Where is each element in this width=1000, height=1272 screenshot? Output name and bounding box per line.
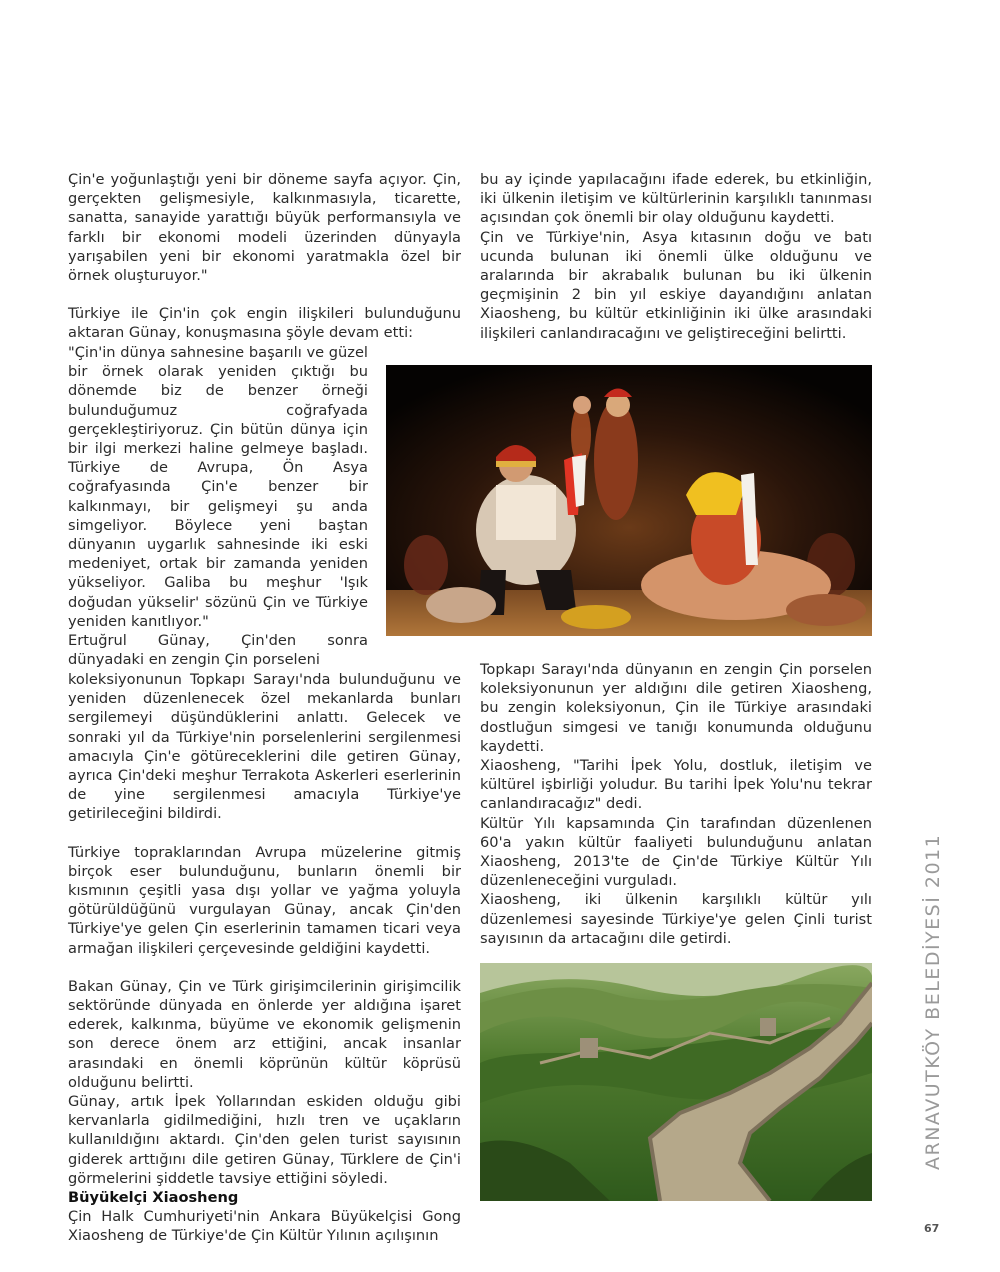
- paragraph: Ertuğrul Günay, Çin'den sonra dünyadaki en zengin Çin porseleni: [68, 632, 368, 669]
- paragraph: "Çin'in dünya sahnesine başarılı ve güzel bir örnek olarak yeniden çıktığı bu dönemde biz de benzer örneği bulunduğumuz coğrafyada gerçekleştiriyoruz. Çin bütün dünya için bir ilgi merkezi haline gelmeye başladı. Türkiye de Avrupa, Ön Asya coğrafyasında Çin'e benzer bir kalkınmayı, bir gelişmeyi şu anda simgeliyor. Böylece yeni baştan dünyanın uygarlık sahnesinde iki eski medeniyet, ortak bir zamanda yeniden yükseliyor. Galiba bu meşhur 'Işık doğudan yükselir' sözünü Çin ve Türkiye yeniden kanıtlıyor.": [68, 344, 368, 630]
- right-column-top: [480, 170, 872, 343]
- left-column-bottom: [68, 670, 461, 1246]
- paragraph: Kültür Yılı kapsamında Çin tarafından düzenlenen 60'a yakın kültür faaliyeti bulunduğunu anlatan Xiaosheng, 2013'te de Çin'de Türkiye Kültür Yılı düzenleneceğini vurguladı.: [480, 814, 872, 890]
- paragraph: Çin'e yoğunlaştığı yeni bir döneme sayfa açıyor. Çin, gerçekten gelişmesiyle, kalkınmasıyla, ticarette, sanatta, sanayide yarattığı büyük performansıyla ve farklı bir ekonomi modeli üzerinden dünyayla yarışabilen yeni bir ekonomi yaratmakla özel bir örnek oluşturuyor.": [68, 171, 461, 285]
- left-column-narrow: [68, 631, 368, 669]
- paragraph: Çin ve Türkiye'nin, Asya kıtasının doğu ve batı ucunda bulunan iki önemli ülke olduğunu ve aralarında bir akrabalık bulunan bu iki ülkenin geçmişinin 2 bin yıl eskiye dayandığını anlatan Xiaosheng, bu kültür etkinliğinin iki ülke arasındaki ilişkileri canlandıracağını ve geliştireceğini belirtti.: [480, 228, 872, 342]
- paragraph: bu ay içinde yapılacağını ifade ederek, bu etkinliğin, iki ülkenin iletişim ve kültürlerinin karşılıklı tanınması açısından çok önemli bir olay olduğunu kaydetti.: [480, 171, 872, 227]
- paragraph: Xiaosheng, "Tarihi İpek Yolu, dostluk, iletişim ve kültürel işbirliği yoludur. Bu tarihi İpek Yolu'nu tekrar canlandıracağız" dedi.: [480, 757, 872, 813]
- right-column-middle: [480, 660, 872, 948]
- paragraph: Türkiye topraklarından Avrupa müzelerine gitmiş birçok eser bulunduğunu, bunların önemli bir kısmının çeşitli yasa dışı yollar ve yağma yoluyla götürüldüğünü vurgulayan Günay, ancak Çin'den Türkiye'ye gelen Çin eserlerinin tamamen ticari veya armağan ilişkileri çerçevesinde geldiğini kaydetti.: [68, 843, 461, 957]
- paragraph: Xiaosheng, iki ülkenin karşılıklı kültür yılı düzenlemesi sayesinde Türkiye'ye gelen Çinli turist sayısının da artacağını dile getirdi.: [480, 891, 872, 947]
- paragraph: Çin Halk Cumhuriyeti'nin Ankara Büyükelçisi Gong Xiaosheng de Türkiye'de Çin Kültür Yılının açılışının: [68, 1208, 461, 1245]
- left-column-top: [68, 170, 461, 343]
- paragraph: Topkapı Sarayı'nda dünyanın en zengin Çin porselen koleksiyonunun yer aldığını dile getiren Xiaosheng, bu zengin koleksiyonun, Çin ile Türkiye arasındaki dostluğun simgesi ve tanığı konumunda olduğunu kaydetti.: [480, 661, 872, 755]
- left-column-quote: [68, 343, 368, 631]
- paragraph: Türkiye ile Çin'in çok engin ilişkileri bulunduğunu aktaran Günay, konuşmasına şöyle devam etti:: [68, 305, 461, 342]
- section-heading: Büyükelçi Xiaosheng: [68, 1189, 239, 1207]
- great-wall-photo: [480, 963, 872, 1201]
- dance-performance-photo: [386, 365, 872, 636]
- sidebar-publication-title: ARNAVUTKÖY BELEDİYESİ 2011: [922, 833, 944, 1170]
- paragraph: Bakan Günay, Çin ve Türk girişimcilerinin girişimcilik sektöründe dünyada en önlerde yer aldığına işaret ederek, kalkınma, büyüme ve ekonomik gelişmenin son derece önem arz ettiğini, ancak insanlar arasındaki en önemli köprünün kültür köprüsü olduğunu belirtti.: [68, 977, 461, 1091]
- paragraph: koleksiyonunun Topkapı Sarayı'nda bulunduğunu ve yeniden düzenlenecek özel mekanlarda bunları sergilemeyi düşündüklerini anlattı. Gelecek ve sonraki yıl da Türkiye'nin porselenlerini sergilenmesi amacıyla Çin'e götüreceklerini dile getiren Günay, ayrıca Çin'deki meşhur Terrakota Askerleri eserlerinin de yine sergilenmesi amacıyla Türkiye'ye getirileceğini bildirdi.: [68, 671, 461, 823]
- paragraph: Günay, artık İpek Yollarından eskiden olduğu gibi kervanlarla gidilmediğini, hızlı tren ve uçakların kullanıldığını aktardı. Çin'den gelen turist sayısının giderek arttığını dile getiren Günay, Türklere de Çin'i görmelerini şiddetle tavsiye ettiğini söyledi.: [68, 1093, 461, 1187]
- page-number: 67: [924, 1222, 940, 1235]
